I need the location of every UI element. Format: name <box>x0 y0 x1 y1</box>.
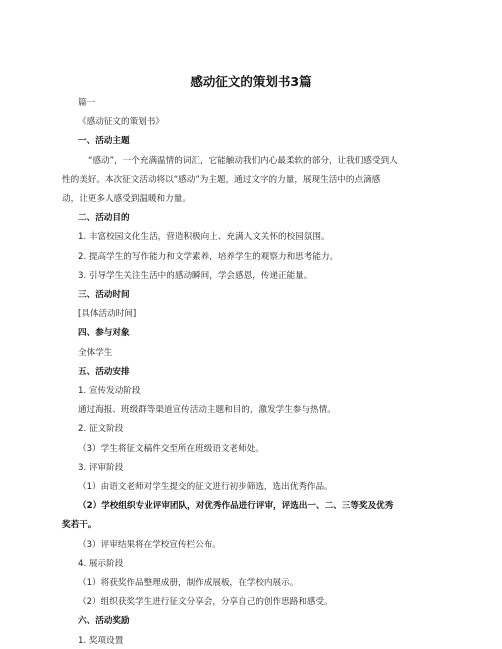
text-line: 2. 征文阶段 <box>78 424 124 435</box>
text-line: 1. 奖项设置 <box>78 635 124 646</box>
text-line: 奖若干。 <box>62 520 97 531</box>
text-line: 4. 展示阶段 <box>78 558 124 569</box>
text-line: 动，让更多人感受到温暖和力量。 <box>62 194 191 204</box>
text-line: 篇一 <box>78 98 96 108</box>
text-line: 3. 评审阶段 <box>78 462 124 473</box>
text-line: 一、活动主题 <box>78 136 130 147</box>
text-line: （3）评审结果将在学校宣传栏公布。 <box>78 539 221 550</box>
text-line: 三、活动时间 <box>78 290 130 300</box>
text-line: （1）将获奖作品整理成册，制作成展板，在学校内展示。 <box>78 578 299 588</box>
text-line: 二、活动目的 <box>78 213 130 224</box>
text-line: 3. 引导学生关注生活中的感动瞬间，学会感恩，传递正能量。 <box>78 270 313 281</box>
text-line: 1. 丰富校园文化生活，营造积极向上、充满人文关怀的校园氛围。 <box>78 232 330 243</box>
text-line: 通过海报、班级群等渠道宣传活动主题和目的，激发学生参与热情。 <box>78 405 336 416</box>
text-line: 六、活动奖励 <box>78 616 130 627</box>
text-line: 五、活动安排 <box>78 366 130 377</box>
text-line: 全体学生 <box>78 347 113 358</box>
text-line: 2. 提高学生的写作能力和文学素养，培养学生的观察力和思考能力。 <box>78 251 339 262</box>
text-line: 1. 宣传发动阶段 <box>78 386 141 396</box>
text-line: （3）学生将征文稿件交至所在班级语文老师处。 <box>78 443 264 454</box>
text-line: [具体活动时间] <box>78 309 137 320</box>
text-line: “感动”，一个充满温情的词汇，它能触动我们内心最柔软的部分，让我们感受到人 <box>88 155 398 166</box>
text-line: （2）学校组织专业评审团队，对优秀作品进行评审，评选出一、二、三等奖及优秀 <box>78 501 394 512</box>
text-line: 四、参与对象 <box>78 328 130 339</box>
text-line: （1）由语文老师对学生提交的征文进行初步筛选，选出优秀作品。 <box>78 482 333 492</box>
text-line: 性的美好。本次征文活动将以“感动”为主题，通过文字的力量，展现生活中的点滴感 <box>62 174 381 185</box>
text-line: 《感动征文的策划书》 <box>78 117 164 128</box>
text-line: （2）组织获奖学生进行征文分享会，分享自己的创作思路和感受。 <box>78 597 333 608</box>
document-title: 感动征文的策划书3篇 <box>190 74 312 89</box>
